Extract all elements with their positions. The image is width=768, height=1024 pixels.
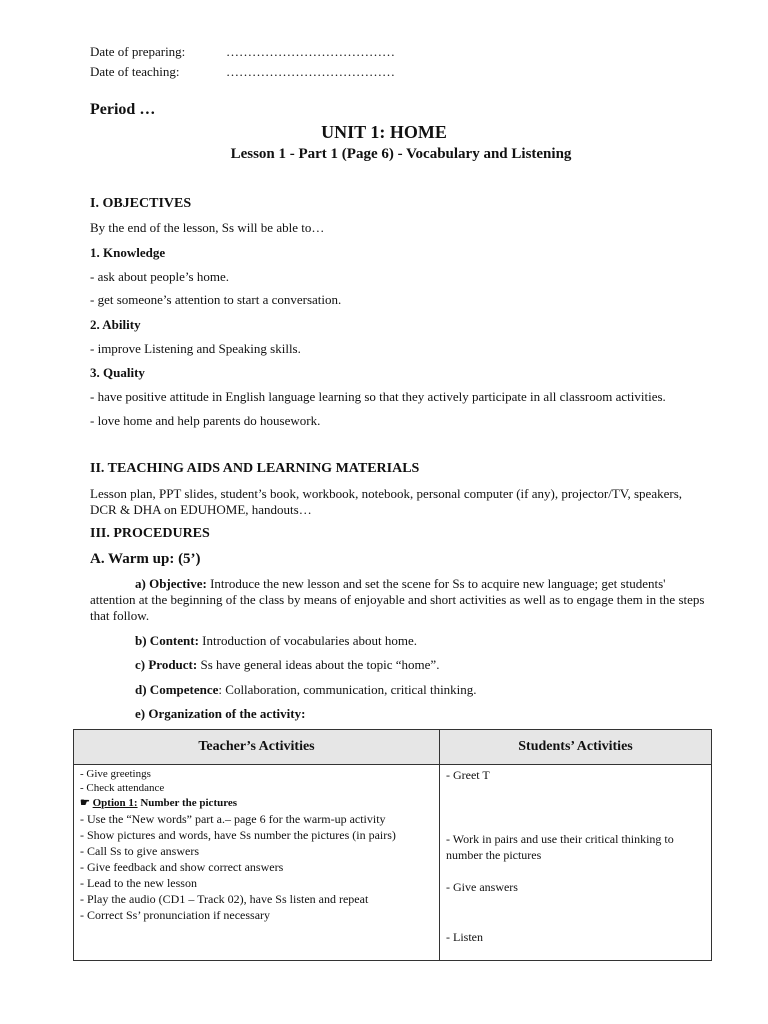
- teacher-line: - Show pictures and words, have Ss number the pictures (in pairs): [80, 828, 396, 842]
- procedures-heading: III. PROCEDURES: [90, 526, 210, 541]
- teacher-line: - Use the “New words” part a.– page 6 for the warm-up activity: [80, 812, 386, 826]
- competence-label: d) Competence: [135, 682, 219, 697]
- activity-table-header-row: [74, 730, 712, 765]
- quality-item: - have positive attitude in English language learning so that they actively participate in all classroom activities.: [90, 389, 666, 404]
- student-line: - Give answers: [446, 880, 518, 894]
- product-text: Ss have general ideas about the topic “home”.: [197, 657, 440, 672]
- quality-heading: 3. Quality: [90, 365, 145, 380]
- ability-item: - improve Listening and Speaking skills.: [90, 341, 301, 356]
- content-label: b) Content:: [135, 633, 199, 648]
- date-of-teaching-value: …………………………………: [226, 64, 395, 79]
- date-of-teaching-label: Date of teaching:: [90, 64, 180, 79]
- objectives-heading: I. OBJECTIVES: [90, 196, 192, 211]
- teacher-line: - Check attendance: [80, 782, 165, 794]
- product-line: [135, 657, 710, 673]
- quality-item: - love home and help parents do housework.: [90, 413, 321, 428]
- period-label: Period …: [90, 101, 156, 118]
- teacher-line: - Lead to the new lesson: [80, 876, 197, 890]
- content-text: Introduction of vocabularies about home.: [198, 633, 417, 648]
- unit-title: UNIT 1: HOME: [321, 122, 447, 142]
- objectives-intro: By the end of the lesson, Ss will be able to…: [90, 220, 325, 235]
- date-of-teaching-row: [90, 64, 395, 80]
- objective-label: a) Objective:: [135, 576, 207, 591]
- competence-line: [135, 682, 710, 698]
- students-activities-header: Students’ Activities: [440, 730, 712, 765]
- knowledge-heading: 1. Knowledge: [90, 245, 166, 260]
- ability-heading: 2. Ability: [90, 317, 141, 332]
- student-line: - Work in pairs and use their critical thinking to number the pictures: [446, 832, 674, 862]
- objective-text: Introduce the new lesson and set the scene for Ss to acquire new language; get students' attention at the beginning of the class by means of enjoyable and short activities as well as to engage them in the steps that follow.: [90, 576, 705, 623]
- teacher-line: - Call Ss to give answers: [80, 844, 199, 858]
- activity-table-row: [74, 765, 712, 961]
- lesson-title: Lesson 1 - Part 1 (Page 6) - Vocabulary and Listening: [230, 146, 572, 162]
- date-of-preparing-value: …………………………………: [226, 44, 395, 59]
- teacher-line: - Give feedback and show correct answers: [80, 860, 284, 874]
- students-activities-cell: [440, 765, 712, 961]
- student-line: - Greet T: [446, 768, 490, 782]
- aids-text: Lesson plan, PPT slides, student’s book, workbook, notebook, personal computer (if any), projector/TV, speakers, DCR & DHA on EDUHOME, handouts…: [90, 486, 683, 517]
- option-label: Option 1:: [92, 797, 138, 809]
- competence-text: : Collaboration, communication, critical thinking.: [218, 682, 477, 697]
- knowledge-item: - ask about people’s home.: [90, 269, 229, 284]
- teacher-line: - Give greetings: [80, 768, 151, 780]
- aids-heading: II. TEACHING AIDS AND LEARNING MATERIALS: [90, 461, 420, 476]
- objective-paragraph: [90, 576, 705, 624]
- option-line: [80, 796, 435, 811]
- activity-table: [73, 729, 712, 961]
- product-label: c) Product:: [135, 657, 198, 672]
- student-line: - Listen: [446, 930, 483, 944]
- teacher-line: - Play the audio (CD1 – Track 02), have Ss listen and repeat: [80, 892, 369, 906]
- date-of-preparing-row: [90, 44, 395, 60]
- content-line: [135, 633, 710, 649]
- teacher-activities-cell: [74, 765, 440, 961]
- knowledge-item: - get someone’s attention to start a conversation.: [90, 292, 342, 307]
- teacher-activities-header: Teacher’s Activities: [74, 730, 440, 765]
- teacher-line: - Correct Ss’ pronunciation if necessary: [80, 908, 271, 922]
- date-of-preparing-label: Date of preparing:: [90, 44, 186, 59]
- option-title: Number the pictures: [137, 797, 238, 809]
- pointing-hand-icon: ☛: [80, 797, 90, 809]
- warmup-heading: A. Warm up: (5’): [90, 551, 201, 567]
- organization-label: e) Organization of the activity:: [135, 706, 306, 721]
